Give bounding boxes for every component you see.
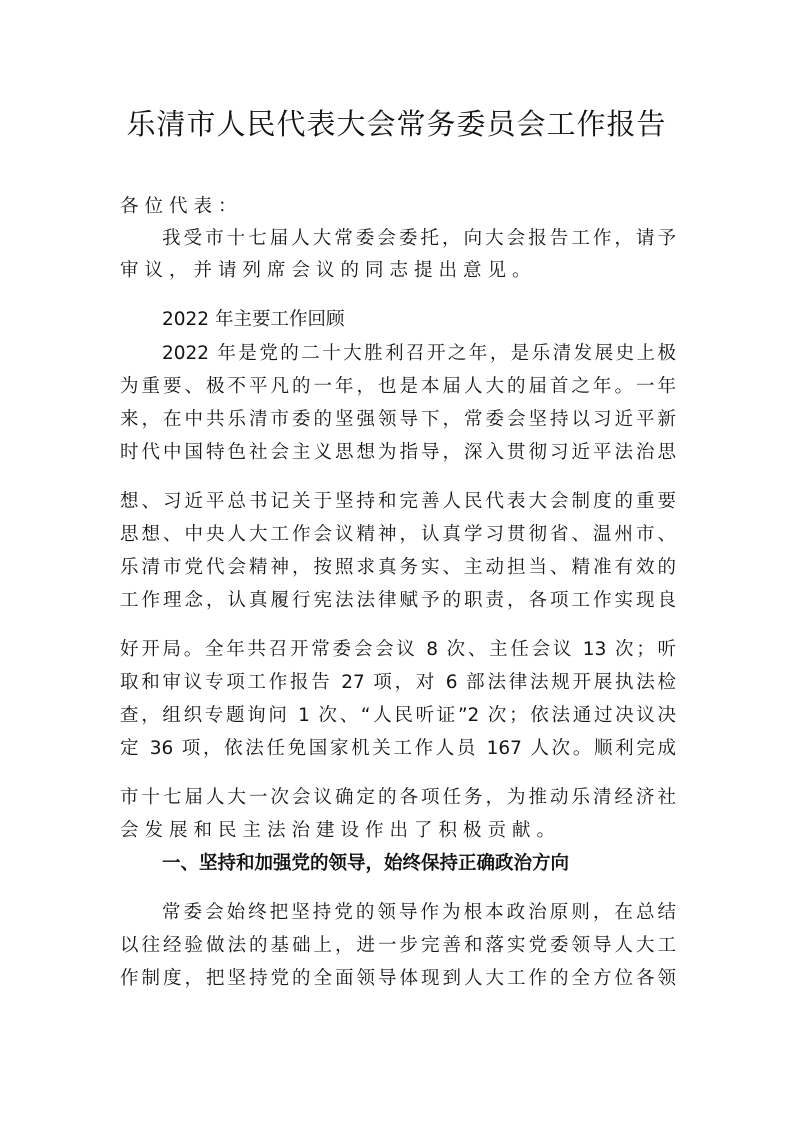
review-paragraph-line: 取和审议专项工作报告 27 项，对 6 部法律法规开展执法检 <box>120 672 676 693</box>
review-paragraph-line: 定 36 项，依法任免国家机关工作人员 167 人次。顺利完成 <box>120 738 676 759</box>
intro-line: 审议，并请列席会议的同志提出意见。 <box>120 260 537 281</box>
review-paragraph-line: 时代中国特色社会主义思想为指导，深入贯彻习近平法治思 <box>120 442 676 463</box>
review-paragraph-line: 好开局。全年共召开常委会会议 8 次、主任会议 13 次；听 <box>120 639 676 660</box>
section-heading-one: 一、坚持和加强党的领导，始终保持正确政治方向 <box>162 853 570 874</box>
review-paragraph-line: 为重要、极不平凡的一年，也是本届人大的届首之年。一年 <box>120 376 676 397</box>
review-paragraph-line: 思想、中央人大工作会议精神，认真学习贯彻省、温州市、 <box>120 524 676 545</box>
review-paragraph-line: 2022 年是党的二十大胜利召开之年，是乐清发展史上极 <box>162 343 676 364</box>
section-one-line: 以往经验做法的基础上，进一步完善和落实党委领导人大工 <box>120 935 676 956</box>
review-paragraph-line: 查，组织专题询问 1 次、“人民听证”2 次；依法通过决议决 <box>120 705 676 726</box>
section-one-line: 常委会始终把坚持党的领导作为根本政治原则，在总结 <box>162 902 676 923</box>
review-paragraph-line: 想、习近平总书记关于坚持和完善人民代表大会制度的重要 <box>120 491 676 512</box>
review-paragraph-line: 会发展和民主法治建设作出了积极贡献。 <box>120 820 562 841</box>
intro-line: 我受市十七届人大常委会委托，向大会报告工作，请予 <box>162 228 676 249</box>
review-paragraph-line: 来，在中共乐清市委的坚强领导下，常委会坚持以习近平新 <box>120 409 676 430</box>
document-title: 乐清市人民代表大会常务委员会工作报告 <box>126 107 667 141</box>
review-paragraph-line: 工作理念，认真履行宪法法律赋予的职责，各项工作实现良 <box>120 590 676 611</box>
section-heading-review: 2022 年主要工作回顾 <box>162 309 345 330</box>
review-paragraph-line: 市十七届人大一次会议确定的各项任务，为推动乐清经济社 <box>120 787 676 808</box>
section-one-line: 作制度，把坚持党的全面领导体现到人大工作的全方位各领 <box>120 968 676 989</box>
review-paragraph-line: 乐清市党代会精神，按照求真务实、主动担当、精准有效的 <box>120 557 676 578</box>
salutation: 各位代表： <box>120 196 243 217</box>
